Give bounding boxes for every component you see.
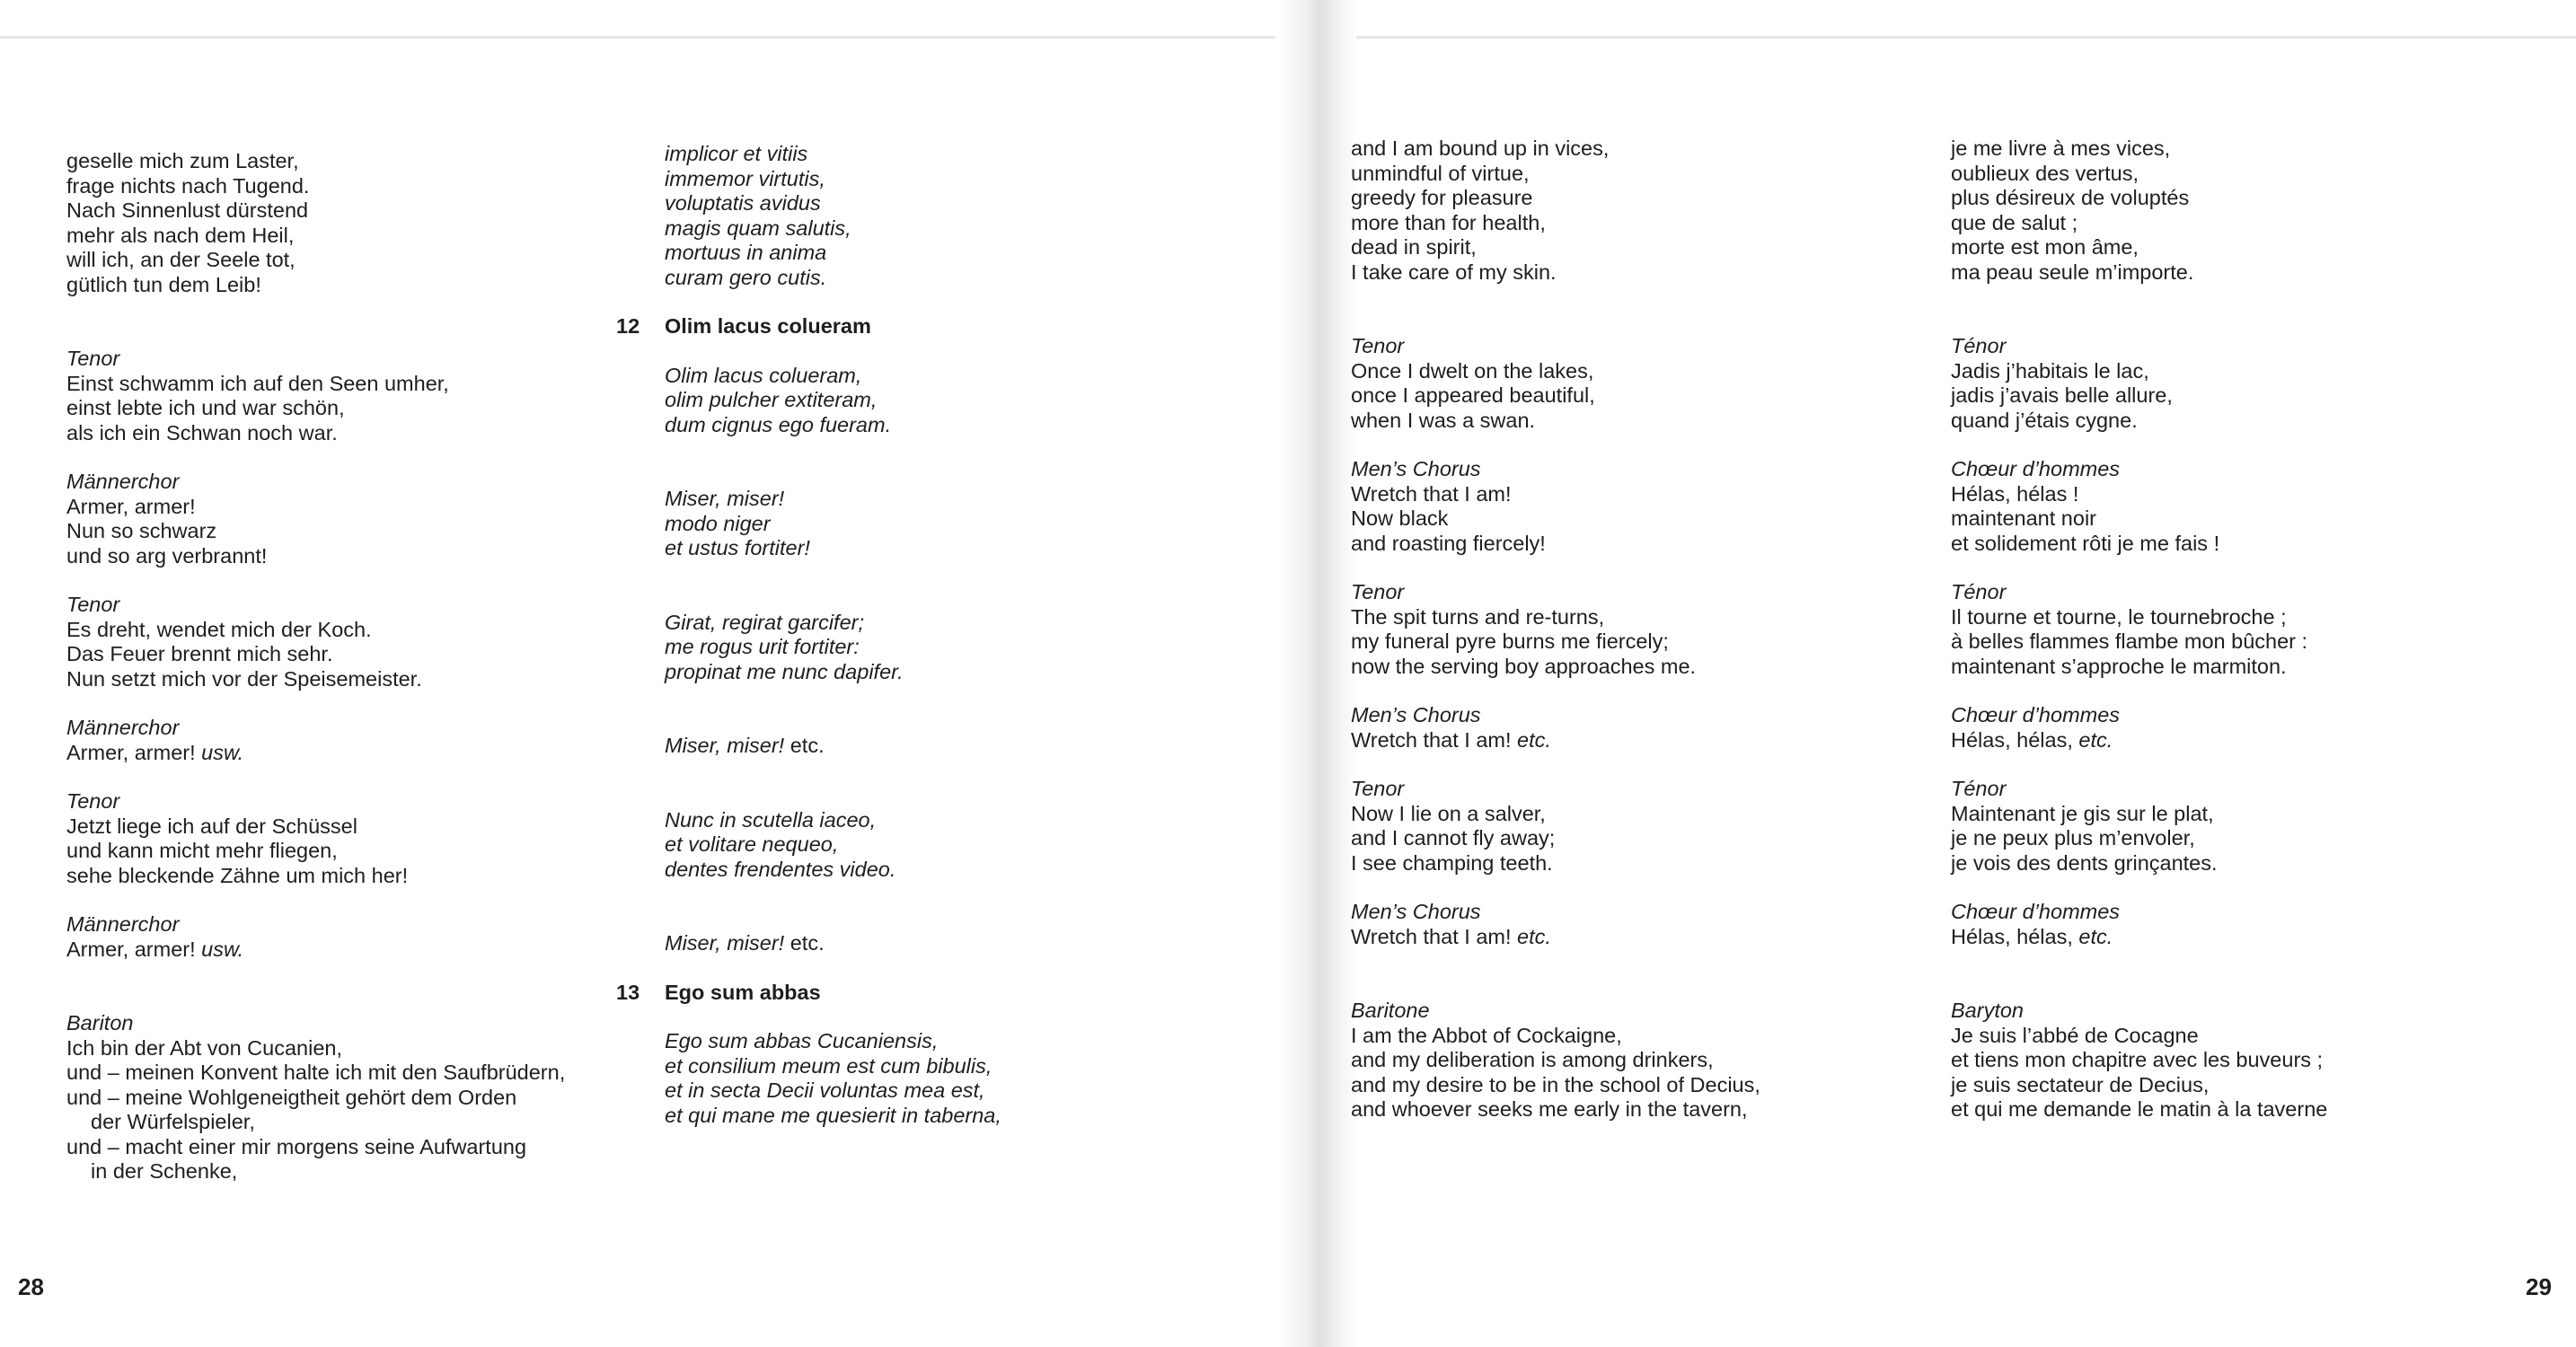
verse-line-text: magis quam salutis, bbox=[665, 216, 851, 240]
verse-line-text: Ich bin der Abt von Cucanien, bbox=[66, 1035, 343, 1060]
verse-line bbox=[665, 1029, 1168, 1054]
verse-line-text: Il tourne et tourne, le tournebroche ; bbox=[1951, 604, 2287, 629]
verse-line-text: et volitare nequeo, bbox=[665, 832, 839, 856]
english-column bbox=[1351, 136, 1908, 1147]
verse-line bbox=[66, 839, 623, 864]
verse-line bbox=[66, 248, 623, 273]
verse-line bbox=[1351, 186, 1908, 211]
speaker-label: Chœur d’hommes bbox=[1951, 703, 2121, 726]
verse-line bbox=[66, 667, 623, 692]
verse-line bbox=[1951, 629, 2508, 655]
verse-block bbox=[665, 1029, 1168, 1128]
verse-line-text: plus désireux de voluptés bbox=[1951, 186, 2190, 209]
etc-marker: etc. bbox=[1517, 727, 1551, 752]
speaker-label: Tenor bbox=[66, 789, 120, 813]
verse-line bbox=[1351, 629, 1908, 655]
verse-line-text: Maintenant je gis sur le plat, bbox=[1951, 801, 2214, 825]
verse-block bbox=[665, 931, 1168, 956]
verse-line-text: quand j’étais cygne. bbox=[1951, 408, 2138, 432]
verse-line-text: in der Schenke, bbox=[91, 1159, 238, 1183]
verse-block bbox=[665, 734, 1168, 759]
verse-block bbox=[66, 470, 623, 568]
verse-line bbox=[66, 1036, 623, 1061]
verse-line-text: greedy for pleasure bbox=[1351, 186, 1533, 209]
verse-line bbox=[66, 224, 623, 249]
verse-line-text: and roasting fiercely! bbox=[1351, 531, 1546, 555]
etc-marker: usw. bbox=[201, 740, 244, 764]
verse-block bbox=[665, 364, 1168, 438]
verse-line-text: Once I dwelt on the lakes, bbox=[1351, 358, 1594, 383]
speaker-label: Männerchor bbox=[66, 912, 180, 936]
verse-line bbox=[1351, 482, 1908, 507]
verse-line bbox=[1351, 605, 1908, 630]
verse-line bbox=[665, 1054, 1168, 1079]
verse-line bbox=[66, 1159, 623, 1184]
verse-line bbox=[66, 421, 623, 446]
verse-line bbox=[66, 372, 623, 397]
verse-line-text: und so arg verbrannt! bbox=[66, 543, 268, 568]
verse-line bbox=[1351, 235, 1908, 260]
verse-line-text: jadis j’avais belle allure, bbox=[1951, 383, 2173, 407]
verse-line bbox=[1951, 211, 2508, 236]
verse-line bbox=[665, 808, 1168, 833]
verse-line bbox=[66, 938, 623, 963]
verse-line-text: und kann micht mehr fliegen, bbox=[66, 839, 338, 862]
verse-line bbox=[665, 611, 1168, 636]
etc-marker: etc. bbox=[2078, 924, 2113, 948]
speaker-label: Men’s Chorus bbox=[1351, 703, 1481, 726]
verse-line bbox=[1951, 1097, 2508, 1122]
verse-block bbox=[66, 149, 623, 297]
section-number: 12 bbox=[616, 314, 640, 338]
verse-line-text: Now black bbox=[1351, 506, 1449, 530]
verse-block bbox=[66, 593, 623, 691]
verse-line bbox=[1951, 1048, 2508, 1073]
speaker-label: Men’s Chorus bbox=[1351, 457, 1481, 480]
verse-line-text: et ustus fortiter! bbox=[665, 536, 810, 559]
verse-line-text: morte est mon âme, bbox=[1951, 235, 2139, 259]
verse-line bbox=[665, 142, 1168, 167]
verse-line bbox=[665, 266, 1168, 291]
german-column bbox=[66, 149, 623, 1209]
verse-line-text: and my deliberation is among drinkers, bbox=[1351, 1048, 1714, 1071]
verse-line bbox=[665, 191, 1168, 216]
verse-line bbox=[1951, 826, 2508, 851]
verse-line bbox=[66, 1135, 623, 1160]
verse-line-text: once I appeared beautiful, bbox=[1351, 383, 1595, 407]
verse-line-text: Armer, armer! bbox=[66, 494, 196, 518]
verse-block bbox=[1351, 457, 1908, 556]
verse-line-text: Nun so schwarz bbox=[66, 519, 217, 542]
verse-line-text: et consilium meum est cum bibulis, bbox=[665, 1053, 992, 1078]
verse-line-text: et qui me demande le matin à la taverne bbox=[1951, 1097, 2328, 1121]
etc-marker: etc. bbox=[2078, 727, 2113, 752]
verse-line bbox=[665, 241, 1168, 266]
verse-line-text: dead in spirit, bbox=[1351, 235, 1477, 259]
verse-block bbox=[1351, 703, 1908, 753]
speaker-label: Tenor bbox=[66, 347, 120, 370]
verse-line bbox=[1951, 802, 2508, 827]
verse-line bbox=[1951, 605, 2508, 630]
verse-block bbox=[1951, 703, 2508, 753]
verse-line-text: unmindful of virtue, bbox=[1351, 161, 1530, 185]
verse-line-text: frage nichts nach Tugend. bbox=[66, 173, 310, 198]
verse-line bbox=[1951, 162, 2508, 187]
verse-line-text: Einst schwamm ich auf den Seen umher, bbox=[66, 371, 449, 395]
verse-line bbox=[1951, 383, 2508, 409]
verse-line bbox=[66, 174, 623, 199]
verse-line-text: Olim lacus colueram, bbox=[665, 363, 862, 387]
verse-line bbox=[66, 149, 623, 174]
verse-line bbox=[1351, 506, 1908, 532]
verse-line bbox=[1951, 359, 2508, 384]
verse-line-text: oublieux des vertus, bbox=[1951, 161, 2139, 185]
etc-marker: etc. bbox=[790, 931, 825, 955]
speaker-label: Baritone bbox=[1351, 999, 1430, 1022]
verse-line bbox=[1951, 409, 2508, 434]
verse-line-text: sehe bleckende Zähne um mich her! bbox=[66, 863, 409, 887]
verse-line-text: Wretch that I am! bbox=[1351, 481, 1512, 506]
verse-line-text: gütlich tun dem Leib! bbox=[66, 272, 261, 296]
verse-line bbox=[665, 536, 1168, 561]
speaker-label: Männerchor bbox=[66, 470, 180, 493]
verse-line-text: je ne peux plus m’envoler, bbox=[1951, 826, 2195, 850]
etc-marker: etc. bbox=[790, 734, 825, 757]
verse-block bbox=[1951, 900, 2508, 949]
verse-line-text: mortuus in anima bbox=[665, 241, 827, 264]
speaker-label: Tenor bbox=[1351, 580, 1405, 603]
verse-line-text: Now I lie on a salver, bbox=[1351, 801, 1546, 825]
verse-line bbox=[1951, 925, 2508, 950]
verse-line-text: Je suis l’abbé de Cocagne bbox=[1951, 1023, 2199, 1047]
verse-line-text: olim pulcher extiteram, bbox=[665, 388, 878, 411]
verse-line bbox=[665, 216, 1168, 242]
verse-line bbox=[1351, 728, 1908, 753]
verse-block bbox=[1351, 777, 1908, 876]
verse-line-text: ma peau seule m’importe. bbox=[1951, 260, 2194, 284]
verse-line-text: Nun setzt mich vor der Speisemeister. bbox=[66, 666, 422, 691]
verse-line-text: et qui mane me quesierit in taberna, bbox=[665, 1103, 1001, 1127]
verse-line bbox=[1351, 162, 1908, 187]
verse-line bbox=[66, 741, 623, 766]
verse-line bbox=[1351, 409, 1908, 434]
verse-line-text: mehr als nach dem Heil, bbox=[66, 223, 295, 247]
verse-line-text: Armer, armer! bbox=[66, 740, 196, 764]
verse-line bbox=[1351, 925, 1908, 950]
verse-line bbox=[1951, 655, 2508, 680]
verse-line bbox=[1951, 136, 2508, 162]
verse-line bbox=[1351, 655, 1908, 680]
verse-line-text: more than for health, bbox=[1351, 210, 1546, 234]
verse-line-text: Wretch that I am! bbox=[1351, 727, 1512, 752]
verse-block bbox=[1951, 580, 2508, 679]
verse-line-text: curam gero cutis. bbox=[665, 265, 827, 289]
verse-line bbox=[665, 167, 1168, 192]
verse-line bbox=[665, 635, 1168, 660]
verse-line bbox=[1351, 136, 1908, 162]
verse-line bbox=[66, 814, 623, 840]
verse-block bbox=[665, 808, 1168, 883]
verse-line bbox=[66, 273, 623, 298]
verse-line-text: Hélas, hélas, bbox=[1951, 924, 2073, 948]
verse-block bbox=[1951, 334, 2508, 433]
verse-line bbox=[1951, 482, 2508, 507]
verse-line bbox=[1351, 211, 1908, 236]
verse-line-text: will ich, an der Seele tot, bbox=[66, 248, 296, 271]
verse-line bbox=[665, 832, 1168, 858]
verse-line-text: et tiens mon chapitre avec les buveurs ; bbox=[1951, 1048, 2324, 1071]
verse-line bbox=[1351, 260, 1908, 286]
verse-line bbox=[66, 1086, 623, 1111]
verse-block bbox=[1351, 136, 1908, 285]
speaker-label: Chœur d’hommes bbox=[1951, 900, 2121, 923]
verse-line bbox=[1351, 802, 1908, 827]
verse-line-text: Hélas, hélas, bbox=[1951, 727, 2073, 752]
verse-line-text: modo niger bbox=[665, 511, 771, 535]
verse-block bbox=[1951, 457, 2508, 556]
page-number-right: 29 bbox=[2526, 1273, 2552, 1300]
verse-line bbox=[1951, 506, 2508, 532]
verse-line-text: que de salut ; bbox=[1951, 210, 2078, 234]
verse-line bbox=[1951, 851, 2508, 876]
verse-line bbox=[1951, 186, 2508, 211]
verse-line-text: Miser, miser! bbox=[665, 487, 785, 510]
verse-line-text: Es dreht, wendet mich der Koch. bbox=[66, 617, 372, 641]
verse-line-text: dentes frendentes video. bbox=[665, 857, 896, 881]
verse-block bbox=[66, 716, 623, 765]
latin-column bbox=[616, 142, 1168, 1152]
verse-line bbox=[1351, 1073, 1908, 1098]
verse-line bbox=[1951, 260, 2508, 286]
verse-line-text: Das Feuer brennt mich sehr. bbox=[66, 642, 333, 665]
page-gutter bbox=[1275, 0, 1356, 1347]
verse-line bbox=[1951, 1024, 2508, 1049]
verse-line bbox=[1951, 532, 2508, 557]
verse-line bbox=[665, 413, 1168, 438]
verse-line-text: I am the Abbot of Cockaigne, bbox=[1351, 1023, 1622, 1047]
verse-line bbox=[665, 858, 1168, 883]
verse-line-text: je vois des dents grinçantes. bbox=[1951, 850, 2218, 875]
speaker-label: Baryton bbox=[1951, 999, 2024, 1022]
verse-line-text: voluptatis avidus bbox=[665, 191, 821, 215]
verse-line bbox=[66, 618, 623, 643]
verse-line-text: maintenant noir bbox=[1951, 506, 2096, 530]
verse-line-text: geselle mich zum Laster, bbox=[66, 149, 299, 172]
verse-line-text: und – macht einer mir morgens seine Aufwartung bbox=[66, 1134, 527, 1158]
verse-line bbox=[665, 931, 1168, 956]
verse-line bbox=[66, 1061, 623, 1086]
verse-line bbox=[1351, 359, 1908, 384]
verse-line-text: The spit turns and re-turns, bbox=[1351, 604, 1605, 629]
speaker-label: Ténor bbox=[1951, 580, 2007, 603]
verse-line bbox=[665, 734, 1168, 759]
verse-block bbox=[66, 347, 623, 445]
verse-line bbox=[66, 495, 623, 520]
verse-block bbox=[66, 789, 623, 888]
verse-line-text: als ich ein Schwan noch war. bbox=[66, 420, 338, 445]
verse-line-text: Girat, regirat garcifer; bbox=[665, 610, 865, 634]
verse-line-text: Jadis j’habitais le lac, bbox=[1951, 358, 2149, 383]
verse-line bbox=[1351, 826, 1908, 851]
verse-line-text: immemor virtutis, bbox=[665, 166, 825, 190]
section-title: Ego sum abbas bbox=[665, 980, 821, 1004]
verse-line-text: und – meinen Konvent halte ich mit den Saufbrüdern, bbox=[66, 1061, 566, 1084]
verse-line-text: dum cignus ego fueram. bbox=[665, 412, 892, 436]
verse-line bbox=[665, 660, 1168, 685]
speaker-label: Tenor bbox=[1351, 777, 1405, 800]
verse-line bbox=[665, 364, 1168, 389]
verse-block bbox=[1951, 136, 2508, 285]
verse-line-text: implicor et vitiis bbox=[665, 142, 808, 165]
verse-line-text: and I am bound up in vices, bbox=[1351, 136, 1610, 160]
speaker-label: Männerchor bbox=[66, 716, 180, 739]
speaker-label: Chœur d’hommes bbox=[1951, 457, 2121, 480]
verse-line bbox=[66, 519, 623, 544]
speaker-label: Ténor bbox=[1951, 334, 2007, 357]
verse-block bbox=[1351, 334, 1908, 433]
verse-line bbox=[1351, 1097, 1908, 1122]
verse-block bbox=[1351, 999, 1908, 1122]
verse-line bbox=[66, 642, 623, 667]
verse-line-text: Nunc in scutella iaceo, bbox=[665, 807, 877, 832]
verse-line bbox=[665, 512, 1168, 537]
verse-line-text: je me livre à mes vices, bbox=[1951, 136, 2171, 160]
verse-line-text: Jetzt liege ich auf der Schüssel bbox=[66, 814, 357, 838]
verse-line-text: einst lebte ich und war schön, bbox=[66, 396, 345, 419]
etc-marker: usw. bbox=[201, 937, 244, 961]
verse-line bbox=[1951, 1073, 2508, 1098]
verse-line-text: Miser, miser! bbox=[665, 931, 785, 955]
verse-block bbox=[1351, 580, 1908, 679]
etc-marker: etc. bbox=[1517, 924, 1551, 948]
verse-line-text: now the serving boy approaches me. bbox=[1351, 654, 1697, 678]
verse-line bbox=[66, 1110, 623, 1135]
verse-line-text: Nach Sinnenlust dürstend bbox=[66, 198, 309, 222]
verse-line bbox=[665, 1104, 1168, 1129]
verse-line bbox=[665, 388, 1168, 413]
verse-line-text: Wretch that I am! bbox=[1351, 924, 1512, 948]
verse-line-text: Armer, armer! bbox=[66, 937, 196, 961]
verse-line-text: Ego sum abbas Cucaniensis, bbox=[665, 1029, 939, 1052]
verse-line bbox=[1351, 851, 1908, 876]
verse-line-text: et solidement rôti je me fais ! bbox=[1951, 531, 2220, 555]
speaker-label: Men’s Chorus bbox=[1351, 900, 1481, 923]
verse-line-text: maintenant s’approche le marmiton. bbox=[1951, 654, 2287, 678]
verse-line-text: Miser, miser! bbox=[665, 734, 785, 757]
verse-line-text: I take care of my skin. bbox=[1351, 260, 1557, 284]
verse-line-text: and whoever seeks me early in the tavern, bbox=[1351, 1097, 1748, 1121]
section-title: Olim lacus colueram bbox=[665, 314, 871, 338]
section-heading bbox=[616, 981, 1168, 1006]
verse-block bbox=[665, 611, 1168, 685]
verse-line-text: der Würfelspieler, bbox=[91, 1110, 255, 1133]
verse-line bbox=[66, 396, 623, 421]
verse-block bbox=[66, 912, 623, 962]
verse-line-text: I see champing teeth. bbox=[1351, 850, 1553, 875]
verse-line-text: and I cannot fly away; bbox=[1351, 826, 1556, 850]
section-heading bbox=[616, 314, 1168, 339]
verse-line bbox=[1351, 383, 1908, 409]
verse-block bbox=[1351, 900, 1908, 949]
verse-line bbox=[1351, 532, 1908, 557]
verse-line-text: à belles flammes flambe mon bûcher : bbox=[1951, 629, 2308, 653]
verse-line bbox=[66, 864, 623, 889]
verse-line-text: me rogus urit fortiter: bbox=[665, 635, 860, 658]
speaker-label: Tenor bbox=[66, 593, 120, 616]
verse-block bbox=[665, 487, 1168, 561]
verse-block bbox=[665, 142, 1168, 290]
speaker-label: Ténor bbox=[1951, 777, 2007, 800]
french-column bbox=[1951, 136, 2508, 1147]
verse-line-text: und – meine Wohlgeneigtheit gehört dem Orden bbox=[66, 1085, 517, 1109]
verse-line-text: propinat me nunc dapifer. bbox=[665, 659, 904, 683]
verse-line-text: et in secta Decii voluntas mea est, bbox=[665, 1078, 985, 1102]
verse-line-text: when I was a swan. bbox=[1351, 408, 1536, 432]
verse-line bbox=[665, 487, 1168, 512]
verse-line-text: Hélas, hélas ! bbox=[1951, 481, 2079, 506]
verse-line bbox=[66, 544, 623, 569]
verse-line-text: and my desire to be in the school of Decius, bbox=[1351, 1072, 1760, 1096]
speaker-label: Tenor bbox=[1351, 334, 1405, 357]
verse-line bbox=[1951, 235, 2508, 260]
speaker-label: Bariton bbox=[66, 1011, 134, 1034]
page-number-left: 28 bbox=[18, 1273, 44, 1300]
verse-block bbox=[66, 1011, 623, 1184]
verse-block bbox=[1951, 999, 2508, 1122]
verse-line bbox=[66, 198, 623, 224]
verse-line-text: je suis sectateur de Decius, bbox=[1951, 1072, 2210, 1096]
verse-line bbox=[665, 1078, 1168, 1104]
verse-line bbox=[1351, 1024, 1908, 1049]
verse-block bbox=[1951, 777, 2508, 876]
verse-line bbox=[1351, 1048, 1908, 1073]
section-number: 13 bbox=[616, 980, 640, 1004]
verse-line-text: my funeral pyre burns me fiercely; bbox=[1351, 629, 1669, 653]
verse-line bbox=[1951, 728, 2508, 753]
